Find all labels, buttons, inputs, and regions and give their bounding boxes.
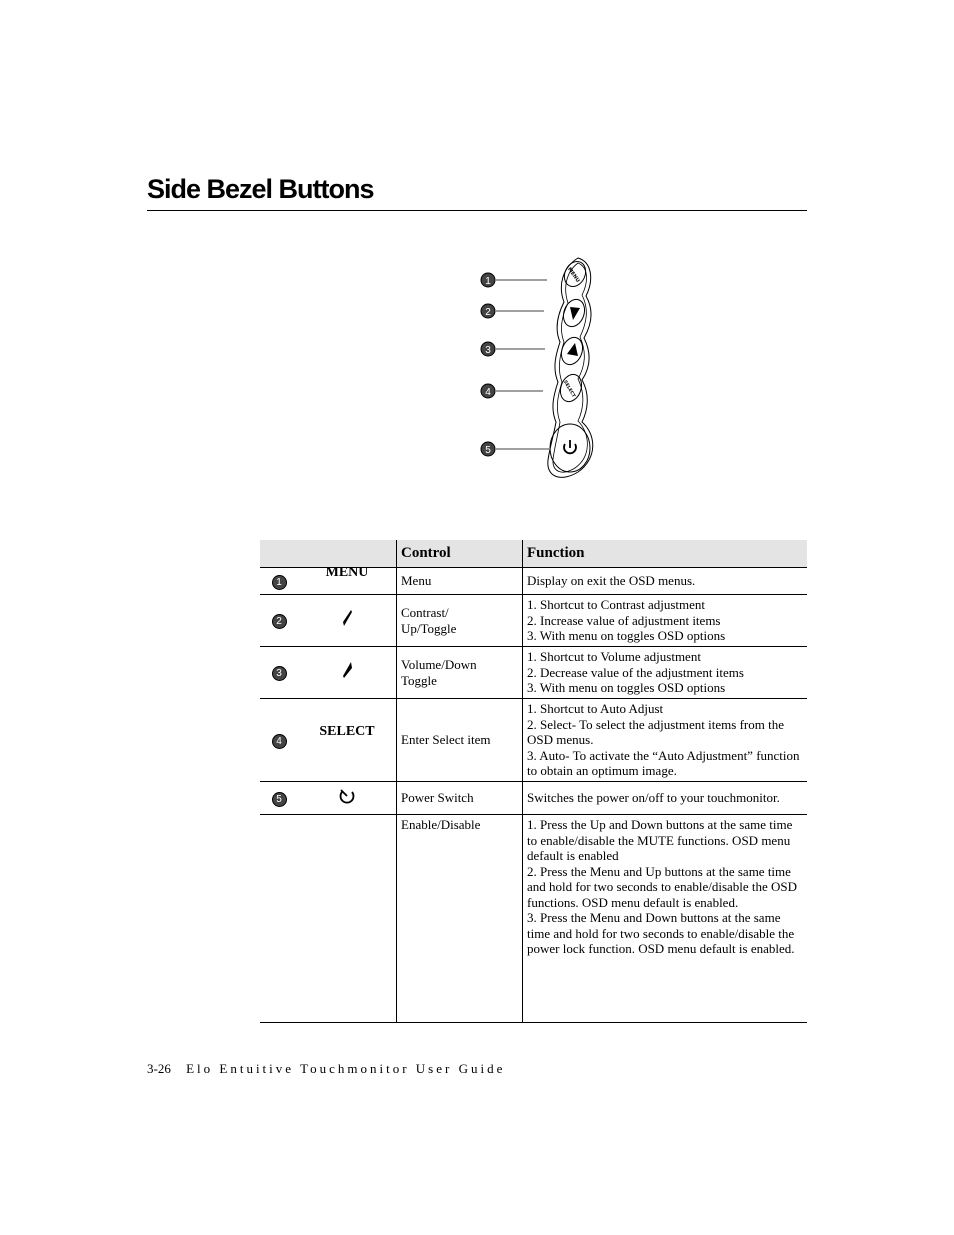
row-number [260, 815, 298, 1023]
row-control: Power Switch [397, 782, 523, 815]
page-footer [147, 1061, 505, 1077]
contrast-up-icon [337, 608, 357, 628]
up-arrow-icon [567, 343, 578, 356]
row-label [298, 782, 397, 815]
down-arrow-icon [570, 307, 580, 320]
row-number-badge: 1 [272, 575, 287, 590]
row-number [260, 595, 298, 647]
svg-text:5: 5 [485, 445, 491, 456]
select-button-icon: SELECT [562, 379, 576, 399]
table-row [260, 568, 807, 595]
page-title: Side Bezel Buttons [147, 174, 374, 204]
row-label [298, 815, 397, 1023]
table-row [260, 782, 807, 815]
callout-1 [481, 273, 495, 287]
row-number-badge: 3 [272, 666, 287, 681]
callout-2 [481, 304, 495, 318]
row-function: 1. Shortcut to Contrast adjustment 2. Increase value of adjustment items 3. With menu on toggles OSD options [523, 595, 808, 647]
row-control: Enter Select item [397, 699, 523, 782]
row-function: Switches the power on/off to your touchmonitor. [523, 782, 808, 815]
controls-table [260, 540, 807, 1023]
row-function: 1. Shortcut to Auto Adjust 2. Select- To select the adjustment items from the OSD menus. 3. Auto- To activate the “Auto Adjustment” function to obtain an optimum image. [523, 699, 808, 782]
row-function: 1. Shortcut to Volume adjustment 2. Decrease value of the adjustment items 3. With menu on toggles OSD options [523, 647, 808, 699]
row-label: SELECT [298, 699, 397, 782]
power-switch-icon [337, 786, 357, 806]
table-row [260, 699, 807, 782]
table-row [260, 815, 807, 1023]
menu-button-text: MENU [566, 266, 581, 284]
callout-5 [481, 442, 495, 456]
callout-4 [481, 384, 495, 398]
power-icon [564, 440, 576, 453]
svg-text:3: 3 [485, 345, 491, 356]
volume-down-icon [337, 660, 357, 680]
table-header-row [260, 540, 807, 568]
row-number [260, 782, 298, 815]
callout-3 [481, 342, 495, 356]
header-blank [260, 540, 397, 568]
row-number-badge: 2 [272, 614, 287, 629]
row-label [298, 595, 397, 647]
header-control: Control [397, 540, 523, 568]
row-control: Volume/Down Toggle [397, 647, 523, 699]
title-divider [147, 210, 807, 211]
row-number [260, 699, 298, 782]
svg-text:4: 4 [485, 387, 491, 398]
row-control: Enable/Disable [397, 815, 523, 1023]
svg-text:2: 2 [485, 307, 491, 318]
table-row [260, 647, 807, 699]
row-number [260, 647, 298, 699]
row-number-badge: 5 [272, 792, 287, 807]
bezel-buttons-figure [470, 250, 610, 482]
row-label [298, 647, 397, 699]
page-number: 3-26 [147, 1061, 171, 1076]
row-number-badge: 4 [272, 734, 287, 749]
row-number [260, 568, 298, 595]
row-control: Contrast/ Up/Toggle [397, 595, 523, 647]
row-function: Display on exit the OSD menus. [523, 568, 808, 595]
row-function: 1. Press the Up and Down buttons at the same time to enable/disable the MUTE functions. OSD menu default is enabled 2. Press the Menu and Up buttons at the same time and hold for two seconds to enable/disable the OSD functions. OSD menu default is enabled. 3. Press the Menu and Down buttons at the same time and hold for two seconds to enable/disable the power lock function. OSD menu default is enabled. [523, 815, 808, 1023]
row-label: MENU [298, 568, 397, 595]
guide-title: Elo Entuitive Touchmonitor User Guide [186, 1061, 506, 1076]
row-control: Menu [397, 568, 523, 595]
svg-text:1: 1 [485, 276, 491, 287]
table-row [260, 595, 807, 647]
header-function: Function [523, 540, 808, 568]
